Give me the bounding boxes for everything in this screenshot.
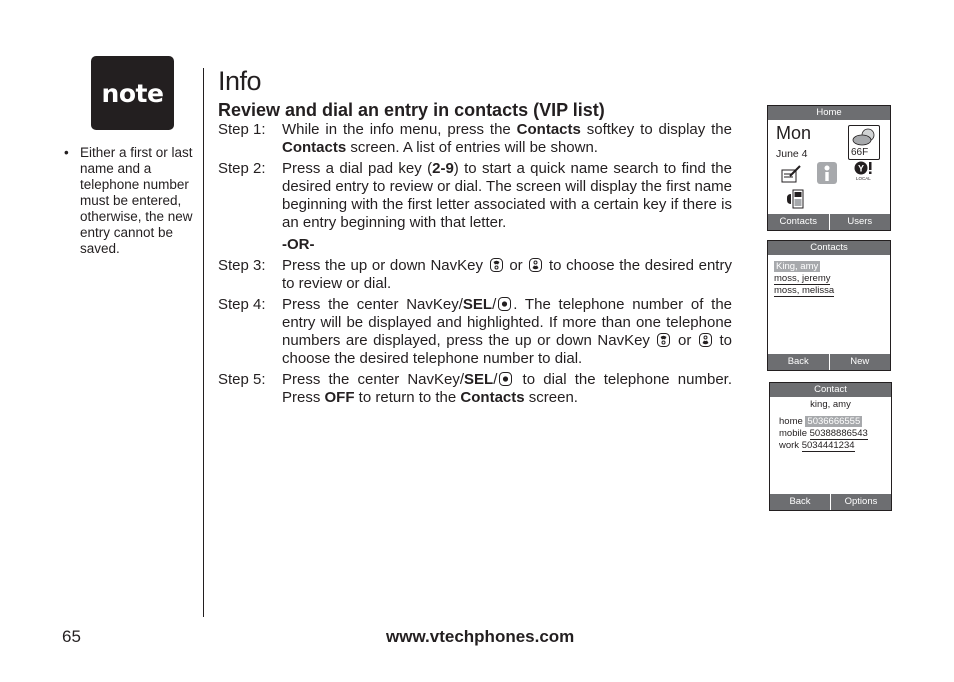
- phone-icon[interactable]: [786, 188, 808, 210]
- or-separator: -OR-: [282, 236, 315, 253]
- new-softkey[interactable]: New: [829, 354, 891, 370]
- screen-title: Contacts: [768, 241, 890, 255]
- navkey-up-icon: [657, 333, 670, 347]
- step-5: [218, 371, 732, 407]
- weather-tile: [848, 125, 880, 160]
- contact-name: king, amy: [810, 399, 851, 410]
- list-item[interactable]: moss, melissa: [774, 285, 835, 296]
- home-day: Mon: [776, 123, 812, 143]
- note-bullet: •: [64, 145, 69, 160]
- yahoo-icon[interactable]: [851, 161, 875, 175]
- options-softkey[interactable]: Options: [830, 494, 891, 510]
- home-screen: [767, 105, 891, 231]
- note-list: [64, 145, 204, 257]
- website-link[interactable]: www.vtechphones.com: [386, 627, 575, 646]
- step-label: Step 3:: [218, 257, 266, 274]
- contacts-list: [774, 261, 834, 297]
- step-label: Step 4:: [218, 296, 266, 313]
- phone-row[interactable]: mobile 50388886543: [779, 428, 868, 439]
- home-temp: 66F: [851, 147, 869, 158]
- list-item[interactable]: moss, jeremy: [774, 273, 831, 284]
- info-icon[interactable]: [816, 161, 838, 185]
- screen-title: Home: [768, 106, 890, 120]
- navkey-down-icon: [699, 333, 712, 347]
- column-divider: [203, 68, 204, 617]
- step-1: [218, 121, 732, 157]
- contacts-screen: [767, 240, 891, 371]
- page-number: 65: [62, 627, 81, 646]
- back-softkey[interactable]: Back: [789, 496, 811, 507]
- step-body: Press a dial pad key (2-9) to start a quick name search to find the desired entry to review or dial. The screen will display the first name beginning with the first letter associated with a certain key if there is an entry beginning with that letter.: [282, 160, 732, 231]
- step-label: Step 5:: [218, 371, 266, 388]
- softkey-bar: [770, 494, 891, 510]
- phone-row[interactable]: home 5036666555: [779, 416, 861, 427]
- step-body: Press the center NavKey/SEL/ to dial the telephone number. Press OFF to return to the Contacts screen.: [282, 371, 732, 406]
- step-4: [218, 296, 732, 368]
- home-date: June 4: [776, 148, 808, 160]
- softkey-bar: [768, 214, 890, 230]
- contact-screen: [769, 382, 892, 511]
- navkey-up-icon: [490, 258, 503, 272]
- step-3: [218, 257, 732, 293]
- softkey-bar: [768, 354, 890, 370]
- step-label: Step 1:: [218, 121, 266, 138]
- navkey-center-icon: [498, 297, 511, 311]
- phone-row[interactable]: work 5034441234: [779, 440, 855, 451]
- list-item[interactable]: King, amy: [776, 261, 819, 272]
- users-softkey[interactable]: Users: [829, 214, 891, 230]
- navkey-down-icon: [529, 258, 542, 272]
- step-2: [218, 160, 732, 232]
- edit-note-icon[interactable]: [780, 164, 802, 184]
- step-body: Press the center NavKey/SEL/ . The telephone number of the entry will be displayed and highlighted. If more than one telephone numbers are displayed, press the up or down NavKey or to choose the desired telephone number to dial.: [282, 296, 733, 367]
- section-heading: Review and dial an entry in contacts (VIP list): [218, 100, 605, 120]
- step-body: Press the up or down NavKey or to choose the desired entry to review or dial.: [282, 257, 732, 292]
- contact-numbers: [779, 416, 868, 452]
- svg-text:Y: Y: [857, 163, 865, 174]
- step-label: Step 2:: [218, 160, 266, 177]
- note-badge: note: [91, 56, 174, 130]
- screen-title: Contact: [770, 383, 891, 397]
- weather-icon: [849, 126, 879, 148]
- local-label: LOCAL: [856, 176, 871, 181]
- navkey-center-icon: [499, 372, 512, 386]
- page-title: Info: [218, 66, 262, 96]
- back-softkey[interactable]: Back: [787, 356, 809, 367]
- note-text: Either a first or last name and a telephone number must be entered, otherwise, the new entry cannot be saved.: [80, 145, 193, 256]
- contacts-softkey[interactable]: Contacts: [779, 216, 817, 227]
- step-body: While in the info menu, press the Contacts softkey to display the Contacts screen. A list of entries will be shown.: [282, 121, 732, 156]
